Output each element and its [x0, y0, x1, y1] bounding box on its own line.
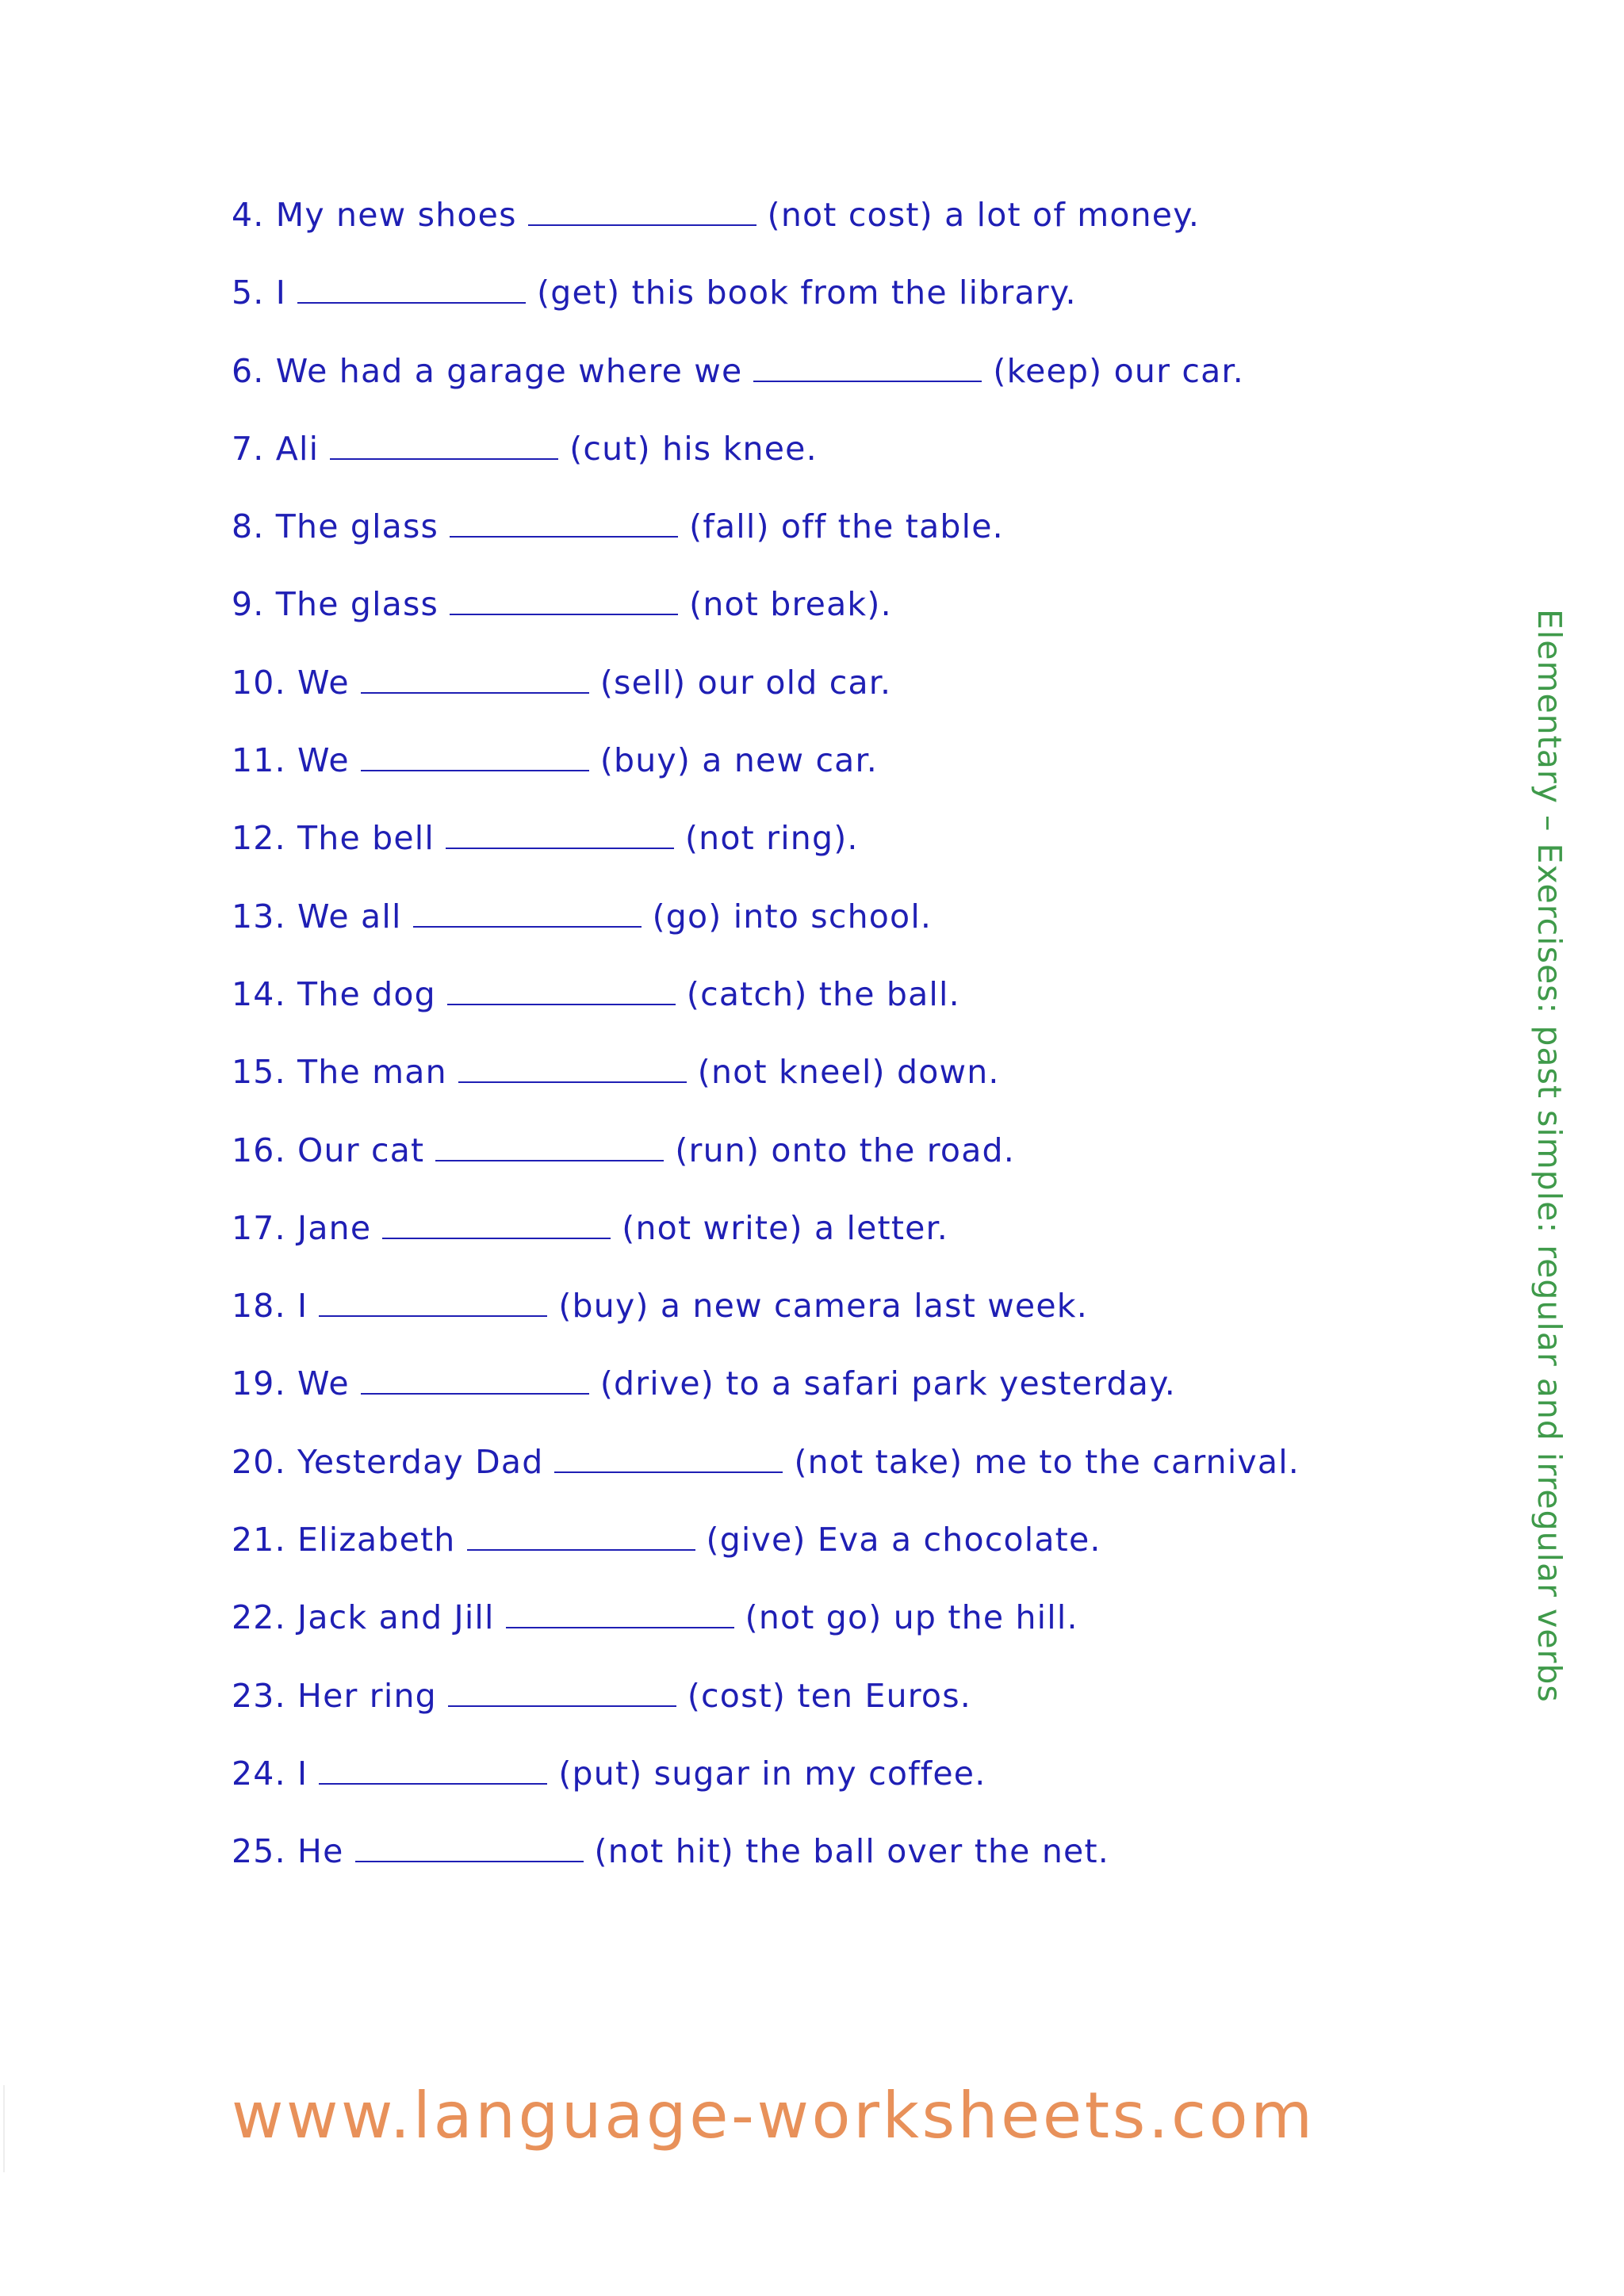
exercise-verb-hint: (buy) a new camera last week. [558, 1287, 1088, 1326]
exercise-prompt: We had a garage where we [275, 351, 743, 390]
exercise-verb-hint: (cost) ten Euros. [687, 1676, 971, 1715]
exercise-item [232, 496, 1300, 573]
exercise-item [232, 1586, 1300, 1664]
exercise-number: 11. [232, 741, 286, 780]
answer-blank[interactable] [319, 1280, 547, 1317]
answer-blank[interactable] [330, 423, 558, 460]
exercise-item [232, 573, 1300, 651]
exercise-prompt: Ali [275, 429, 320, 468]
exercise-prompt: We [297, 663, 350, 702]
exercise-item [232, 807, 1300, 885]
exercise-prompt: Jack and Jill [297, 1598, 495, 1637]
exercise-item [232, 963, 1300, 1041]
exercise-item [232, 418, 1300, 496]
exercise-item [232, 1820, 1300, 1898]
exercise-prompt: He [297, 1832, 344, 1871]
exercise-verb-hint: (keep) our car. [993, 351, 1244, 390]
answer-blank[interactable] [458, 1047, 687, 1083]
exercise-item [232, 1197, 1300, 1275]
exercise-prompt: I [275, 274, 287, 312]
answer-blank[interactable] [506, 1592, 734, 1628]
exercise-verb-hint: (drive) to a safari park yesterday. [599, 1364, 1176, 1403]
exercise-item [232, 1665, 1300, 1743]
footer-website-url[interactable]: www.language-worksheets.com [232, 2079, 1316, 2152]
exercise-number: 15. [232, 1053, 286, 1092]
answer-blank[interactable] [554, 1437, 783, 1473]
exercise-item [232, 262, 1300, 339]
answer-blank[interactable] [450, 501, 678, 538]
answer-blank[interactable] [450, 579, 678, 615]
exercise-number: 12. [232, 819, 286, 858]
answer-blank[interactable] [753, 346, 982, 382]
answer-blank[interactable] [361, 735, 589, 771]
exercise-verb-hint: (put) sugar in my coffee. [558, 1754, 986, 1793]
answer-blank[interactable] [528, 189, 756, 226]
exercise-number: 16. [232, 1131, 286, 1169]
exercise-verb-hint: (get) this book from the library. [537, 274, 1077, 312]
exercise-verb-hint: (buy) a new car. [599, 741, 879, 780]
exercise-item [232, 1353, 1300, 1430]
exercise-number: 5. [232, 274, 265, 312]
answer-blank[interactable] [413, 891, 642, 928]
exercise-number: 24. [232, 1754, 286, 1793]
exercise-item [232, 729, 1300, 807]
answer-blank[interactable] [361, 1358, 589, 1395]
exercise-prompt: Her ring [297, 1676, 437, 1715]
exercise-verb-hint: (not write) a letter. [622, 1208, 949, 1247]
exercise-verb-hint: (not ring). [684, 819, 859, 858]
answer-blank[interactable] [297, 267, 526, 304]
exercise-prompt: We [297, 741, 350, 780]
exercise-verb-hint: (cut) his knee. [569, 429, 818, 468]
exercise-prompt: Jane [297, 1208, 372, 1247]
exercise-prompt: The man [297, 1053, 447, 1092]
exercise-prompt: Yesterday Dad [297, 1442, 544, 1481]
exercise-verb-hint: (sell) our old car. [599, 663, 892, 702]
exercise-number: 9. [232, 585, 265, 624]
exercise-verb-hint: (not break). [689, 585, 892, 624]
exercise-prompt: My new shoes [275, 196, 517, 234]
exercise-verb-hint: (not take) me to the carnival. [794, 1442, 1300, 1481]
answer-blank[interactable] [382, 1203, 611, 1239]
exercise-item [232, 1119, 1300, 1197]
exercise-item [232, 1041, 1300, 1119]
exercise-prompt: We [297, 1364, 350, 1403]
exercise-number: 4. [232, 196, 265, 234]
exercise-prompt: I [297, 1754, 308, 1793]
exercise-number: 8. [232, 507, 265, 546]
answer-blank[interactable] [435, 1125, 664, 1161]
exercise-prompt: I [297, 1287, 308, 1326]
exercise-item [232, 340, 1300, 418]
exercise-item [232, 1431, 1300, 1509]
exercise-item [232, 1743, 1300, 1820]
exercise-item [232, 1509, 1300, 1586]
exercise-item [232, 1275, 1300, 1353]
margin-divider [3, 2085, 5, 2172]
exercise-verb-hint: (give) Eva a chocolate. [706, 1521, 1101, 1559]
exercise-verb-hint: (run) onto the road. [675, 1131, 1015, 1169]
exercise-number: 14. [232, 974, 286, 1013]
answer-blank[interactable] [467, 1514, 695, 1551]
exercise-verb-hint: (not kneel) down. [697, 1053, 1000, 1092]
worksheet-side-title: Elementary – Exercises: past simple: regular and irregular verbs [1530, 609, 1568, 1703]
exercise-prompt: Elizabeth [297, 1521, 456, 1559]
exercise-prompt: We all [297, 897, 402, 936]
answer-blank[interactable] [355, 1826, 584, 1862]
exercise-verb-hint: (not cost) a lot of money. [767, 196, 1201, 234]
exercise-item [232, 886, 1300, 963]
exercise-prompt: The glass [275, 585, 439, 624]
exercise-item [232, 652, 1300, 729]
exercise-number: 13. [232, 897, 286, 936]
exercise-item [232, 184, 1300, 262]
exercise-number: 6. [232, 351, 265, 390]
exercise-prompt: The glass [275, 507, 439, 546]
exercise-number: 21. [232, 1521, 286, 1559]
exercise-number: 17. [232, 1208, 286, 1247]
exercise-verb-hint: (fall) off the table. [689, 507, 1004, 546]
exercise-number: 22. [232, 1598, 286, 1637]
answer-blank[interactable] [447, 969, 676, 1005]
exercise-prompt: The bell [297, 819, 435, 858]
exercise-verb-hint: (catch) the ball. [686, 974, 960, 1013]
exercise-number: 20. [232, 1442, 286, 1481]
answer-blank[interactable] [361, 657, 589, 694]
answer-blank[interactable] [448, 1670, 676, 1707]
exercise-number: 19. [232, 1364, 286, 1403]
exercise-verb-hint: (go) into school. [652, 897, 933, 936]
exercise-number: 25. [232, 1832, 286, 1871]
exercise-verb-hint: (not go) up the hill. [745, 1598, 1078, 1637]
answer-blank[interactable] [446, 813, 674, 849]
exercise-list [232, 184, 1300, 1899]
exercise-number: 23. [232, 1676, 286, 1715]
answer-blank[interactable] [319, 1748, 547, 1785]
exercise-number: 10. [232, 663, 286, 702]
exercise-prompt: Our cat [297, 1131, 425, 1169]
exercise-number: 7. [232, 429, 265, 468]
exercise-number: 18. [232, 1287, 286, 1326]
exercise-prompt: The dog [297, 974, 436, 1013]
exercise-verb-hint: (not hit) the ball over the net. [594, 1832, 1109, 1871]
